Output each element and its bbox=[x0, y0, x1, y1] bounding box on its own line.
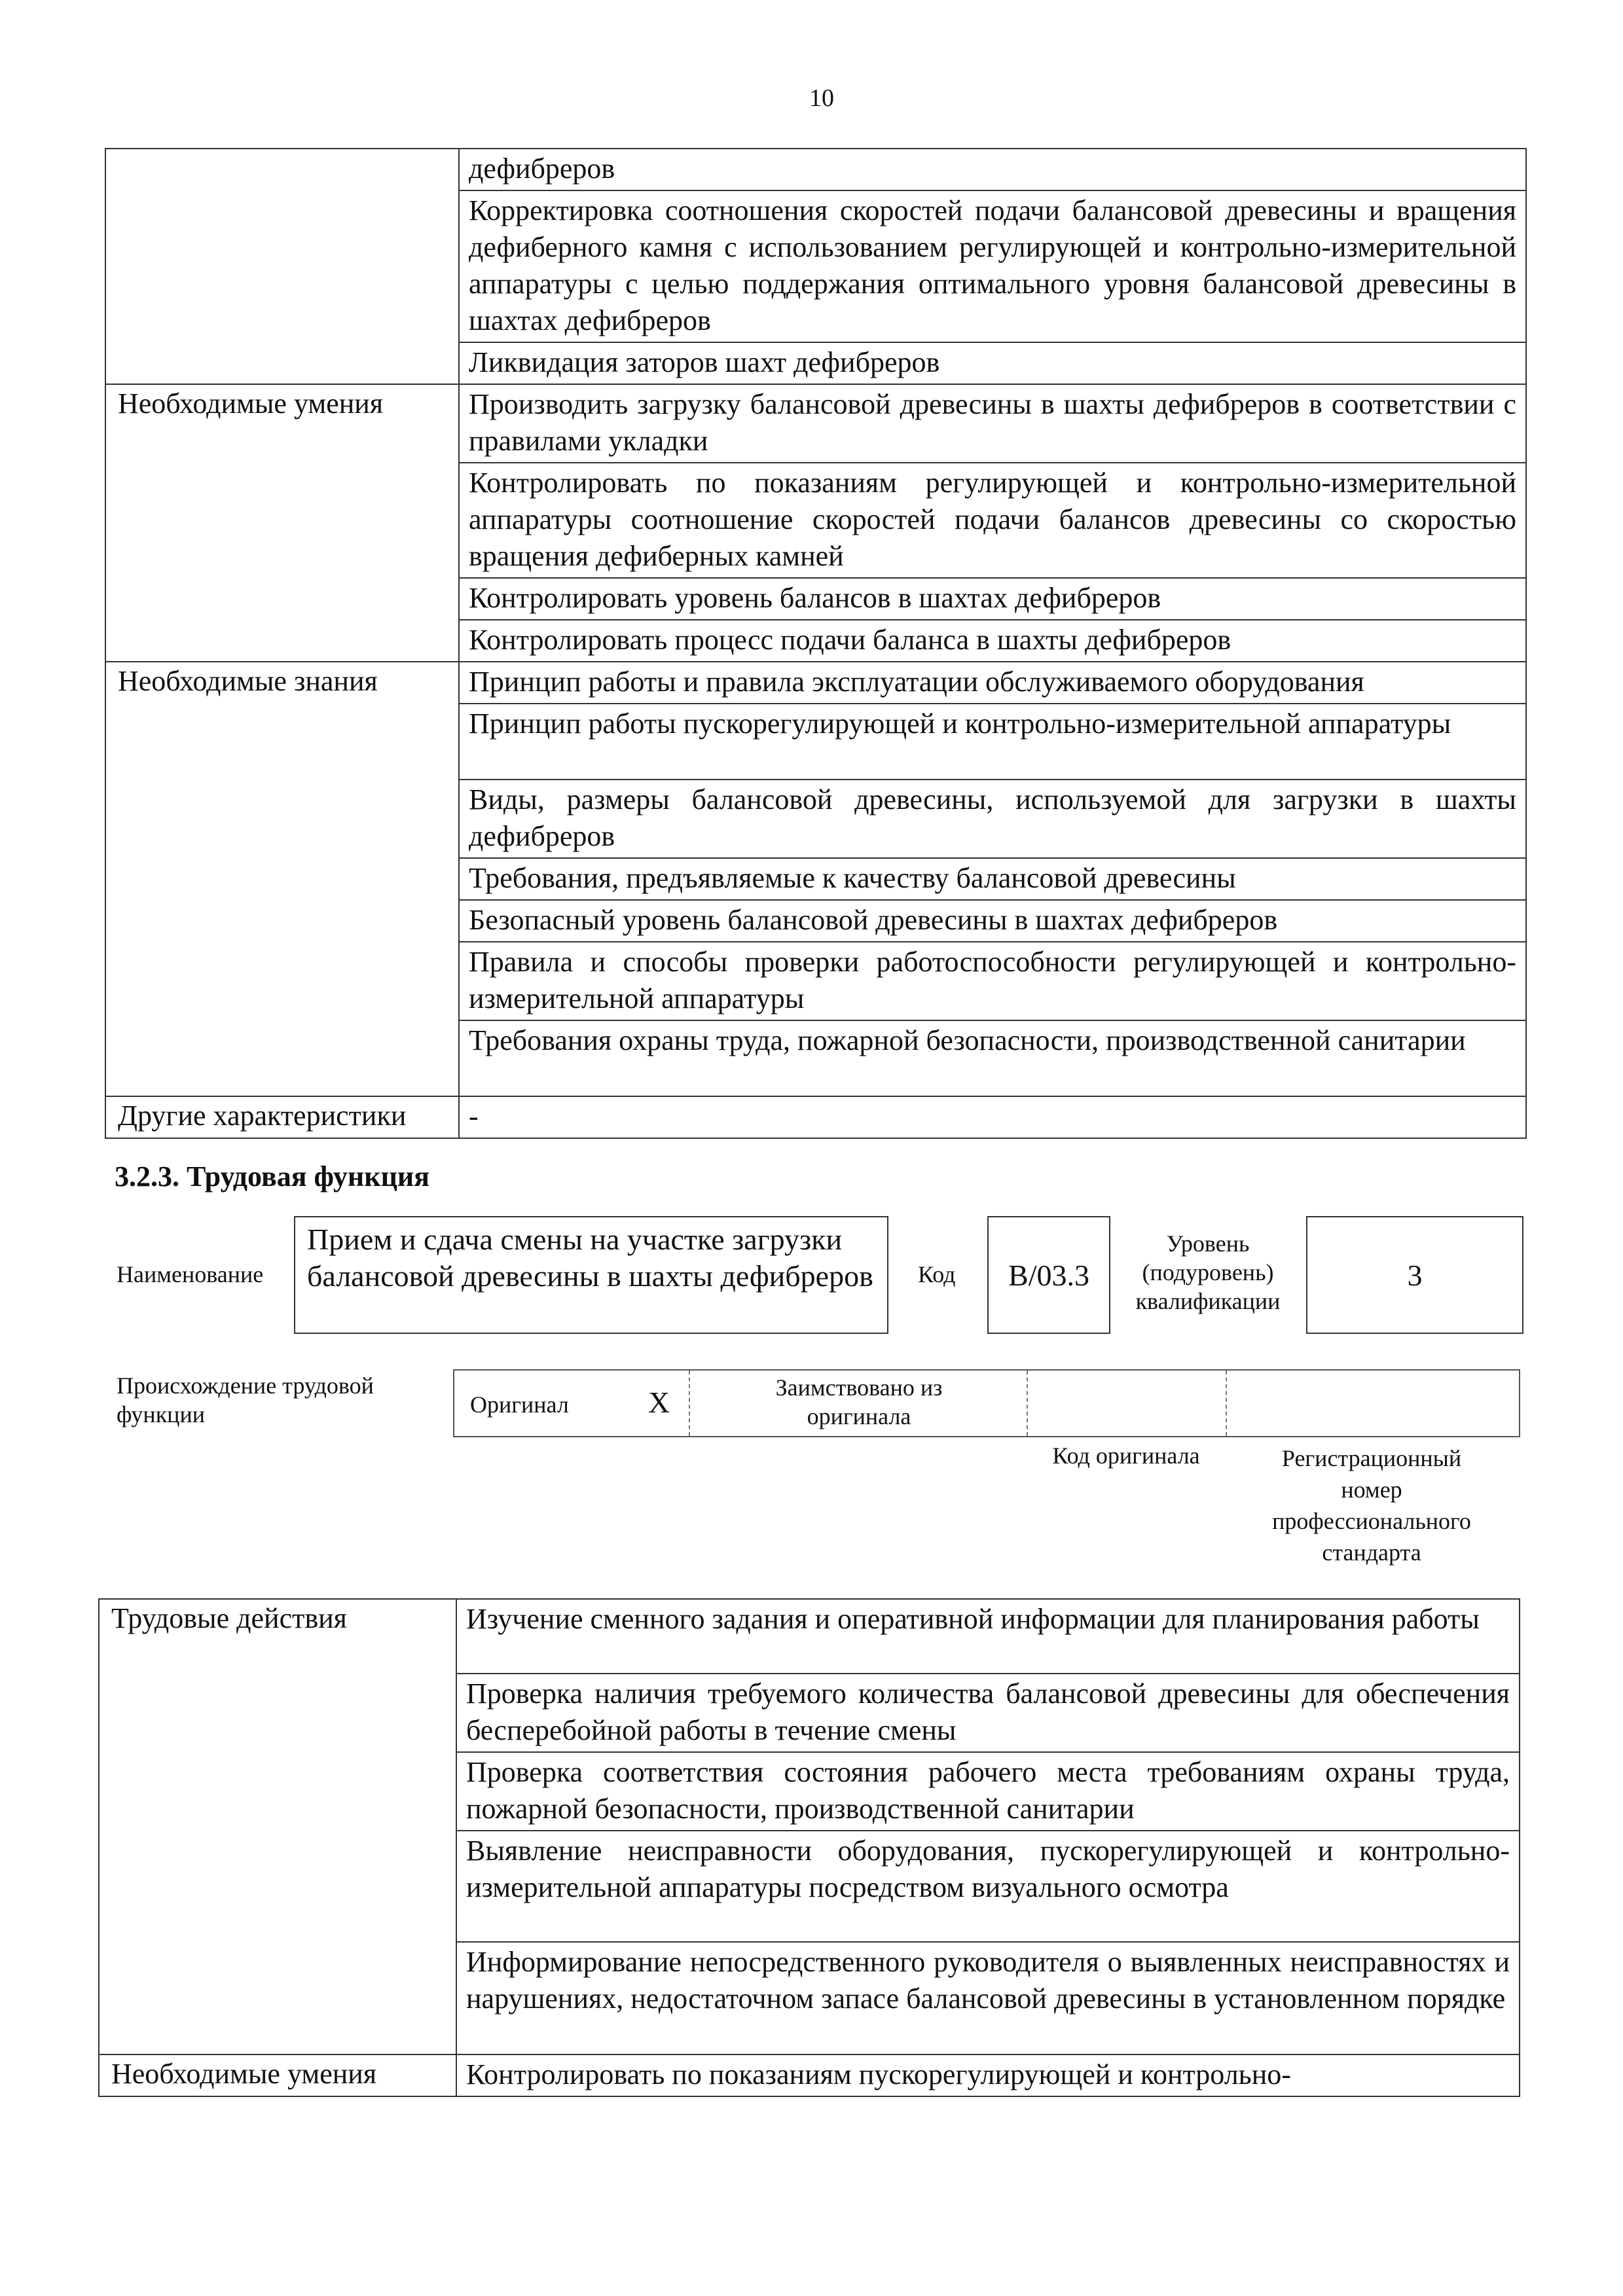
row-text: Безопасный уровень балансовой древесины в шахтах дефибреров bbox=[459, 900, 1526, 942]
row-header: Трудовые действия bbox=[99, 1599, 456, 2054]
row-text: Корректировка соотношения скоростей подачи балансовой древесины и вращения дефиберного камня с использованием регулирующей и контрольно-измерительной аппаратуры с целью поддержания оптимального уровня балансовой древесины в шахтах дефибреров bbox=[459, 190, 1526, 342]
row-text: Требования охраны труда, пожарной безопасности, производственной санитарии bbox=[459, 1020, 1526, 1096]
row-text: Производить загрузку балансовой древесины в шахты дефибреров в соответствии с правилами укладки bbox=[459, 384, 1526, 463]
code-box bbox=[987, 1216, 1110, 1334]
reg-caption-line: стандарта bbox=[1322, 1539, 1421, 1566]
original-code-cell bbox=[1028, 1371, 1227, 1436]
section-heading: 3.2.3. Трудовая функция bbox=[115, 1160, 430, 1193]
origin-label-line: Происхождение трудовой bbox=[117, 1372, 374, 1399]
reg-caption-line: профессионального bbox=[1272, 1508, 1471, 1534]
function-name-box bbox=[294, 1216, 888, 1334]
row-text: Требования, предъявляемые к качеству балансовой древесины bbox=[459, 858, 1526, 900]
table-row bbox=[99, 2054, 1520, 2096]
borrowed-label-line: оригинала bbox=[807, 1403, 911, 1429]
level-label-line: (подуровень) bbox=[1142, 1259, 1274, 1285]
row-text: Принцип работы и правила эксплуатации обслуживаемого оборудования bbox=[459, 662, 1526, 704]
original-label: Оригинал bbox=[470, 1391, 569, 1418]
skills-knowledge-table bbox=[105, 148, 1527, 1139]
table-row bbox=[105, 149, 1526, 190]
row-text: дефибреров bbox=[459, 149, 1526, 190]
borrowed-label bbox=[690, 1373, 1028, 1431]
table-row bbox=[105, 662, 1526, 704]
row-text: Принцип работы пускорегулирующей и контрольно-измерительной аппаратуры bbox=[459, 704, 1526, 780]
code-label: Код bbox=[918, 1261, 956, 1287]
row-text: Виды, размеры балансовой древесины, используемой для загрузки в шахты дефибреров bbox=[459, 780, 1526, 858]
reg-caption-line: Регистрационный bbox=[1281, 1445, 1462, 1471]
row-header bbox=[105, 149, 459, 384]
row-text: Контролировать уровень балансов в шахтах дефибреров bbox=[459, 578, 1526, 620]
row-text: Проверка соответствия состояния рабочего места требованиям охраны труда, пожарной безопасности, производственной санитарии bbox=[456, 1752, 1520, 1831]
row-header: Другие характеристики bbox=[105, 1096, 459, 1138]
table-row bbox=[105, 1096, 1526, 1138]
row-text: Контролировать процесс подачи баланса в шахты дефибреров bbox=[459, 620, 1526, 662]
level-label-line: Уровень bbox=[1166, 1230, 1250, 1257]
row-header: Необходимые умения bbox=[99, 2054, 456, 2096]
row-text: Ликвидация заторов шахт дефибреров bbox=[459, 342, 1526, 384]
original-cell bbox=[454, 1371, 690, 1436]
reg-number-caption bbox=[1226, 1443, 1518, 1568]
row-text: Изучение сменного задания и оперативной информации для планирования работы bbox=[456, 1599, 1520, 1674]
original-mark: X bbox=[648, 1386, 670, 1419]
table-row bbox=[99, 1599, 1520, 1674]
row-text: Правила и способы проверки работоспособности регулирующей и контрольно-измерительной аппаратуры bbox=[459, 942, 1526, 1020]
row-text: Контролировать по показаниям пускорегулирующей и контрольно- bbox=[456, 2054, 1520, 2096]
borrowed-label-line: Заимствовано из bbox=[775, 1374, 943, 1401]
level-label-line: квалификации bbox=[1135, 1288, 1281, 1314]
row-header: Необходимые знания bbox=[105, 662, 459, 1096]
row-header: Необходимые умения bbox=[105, 384, 459, 662]
reg-number-cell bbox=[1227, 1371, 1519, 1436]
original-code-caption: Код оригинала bbox=[1052, 1443, 1200, 1469]
page-number: 10 bbox=[809, 84, 834, 112]
row-text: - bbox=[459, 1096, 1526, 1138]
name-label: Наименование bbox=[117, 1261, 264, 1287]
origin-label-line: функции bbox=[117, 1401, 205, 1427]
table-row bbox=[105, 384, 1526, 463]
level-value: 3 bbox=[1407, 1258, 1423, 1292]
row-text: Информирование непосредственного руководителя о выявленных неисправностях и нарушениях, недостаточном запасе балансовой древесины в установленном порядке bbox=[456, 1942, 1520, 2054]
origin-label bbox=[117, 1371, 374, 1429]
row-text: Выявление неисправности оборудования, пускорегулирующей и контрольно-измерительной аппаратуры посредством визуального осмотра bbox=[456, 1831, 1520, 1942]
level-label bbox=[1116, 1229, 1300, 1316]
level-box bbox=[1306, 1216, 1523, 1334]
reg-caption-line: номер bbox=[1341, 1477, 1402, 1503]
labor-actions-table bbox=[98, 1598, 1520, 2097]
row-text: Контролировать по показаниям регулирующей и контрольно-измерительной аппаратуры соотношение скоростей подачи балансов древесины со скоростью вращения дефиберных камней bbox=[459, 463, 1526, 578]
origin-row bbox=[453, 1369, 1520, 1437]
row-text: Проверка наличия требуемого количества балансовой древесины для обеспечения бесперебойной работы в течение смены bbox=[456, 1674, 1520, 1752]
borrowed-cell bbox=[690, 1371, 1028, 1436]
code-value: B/03.3 bbox=[1008, 1258, 1089, 1292]
function-name-value: Прием и сдача смены на участке загрузки балансовой древесины в шахты дефибреров bbox=[307, 1223, 873, 1293]
